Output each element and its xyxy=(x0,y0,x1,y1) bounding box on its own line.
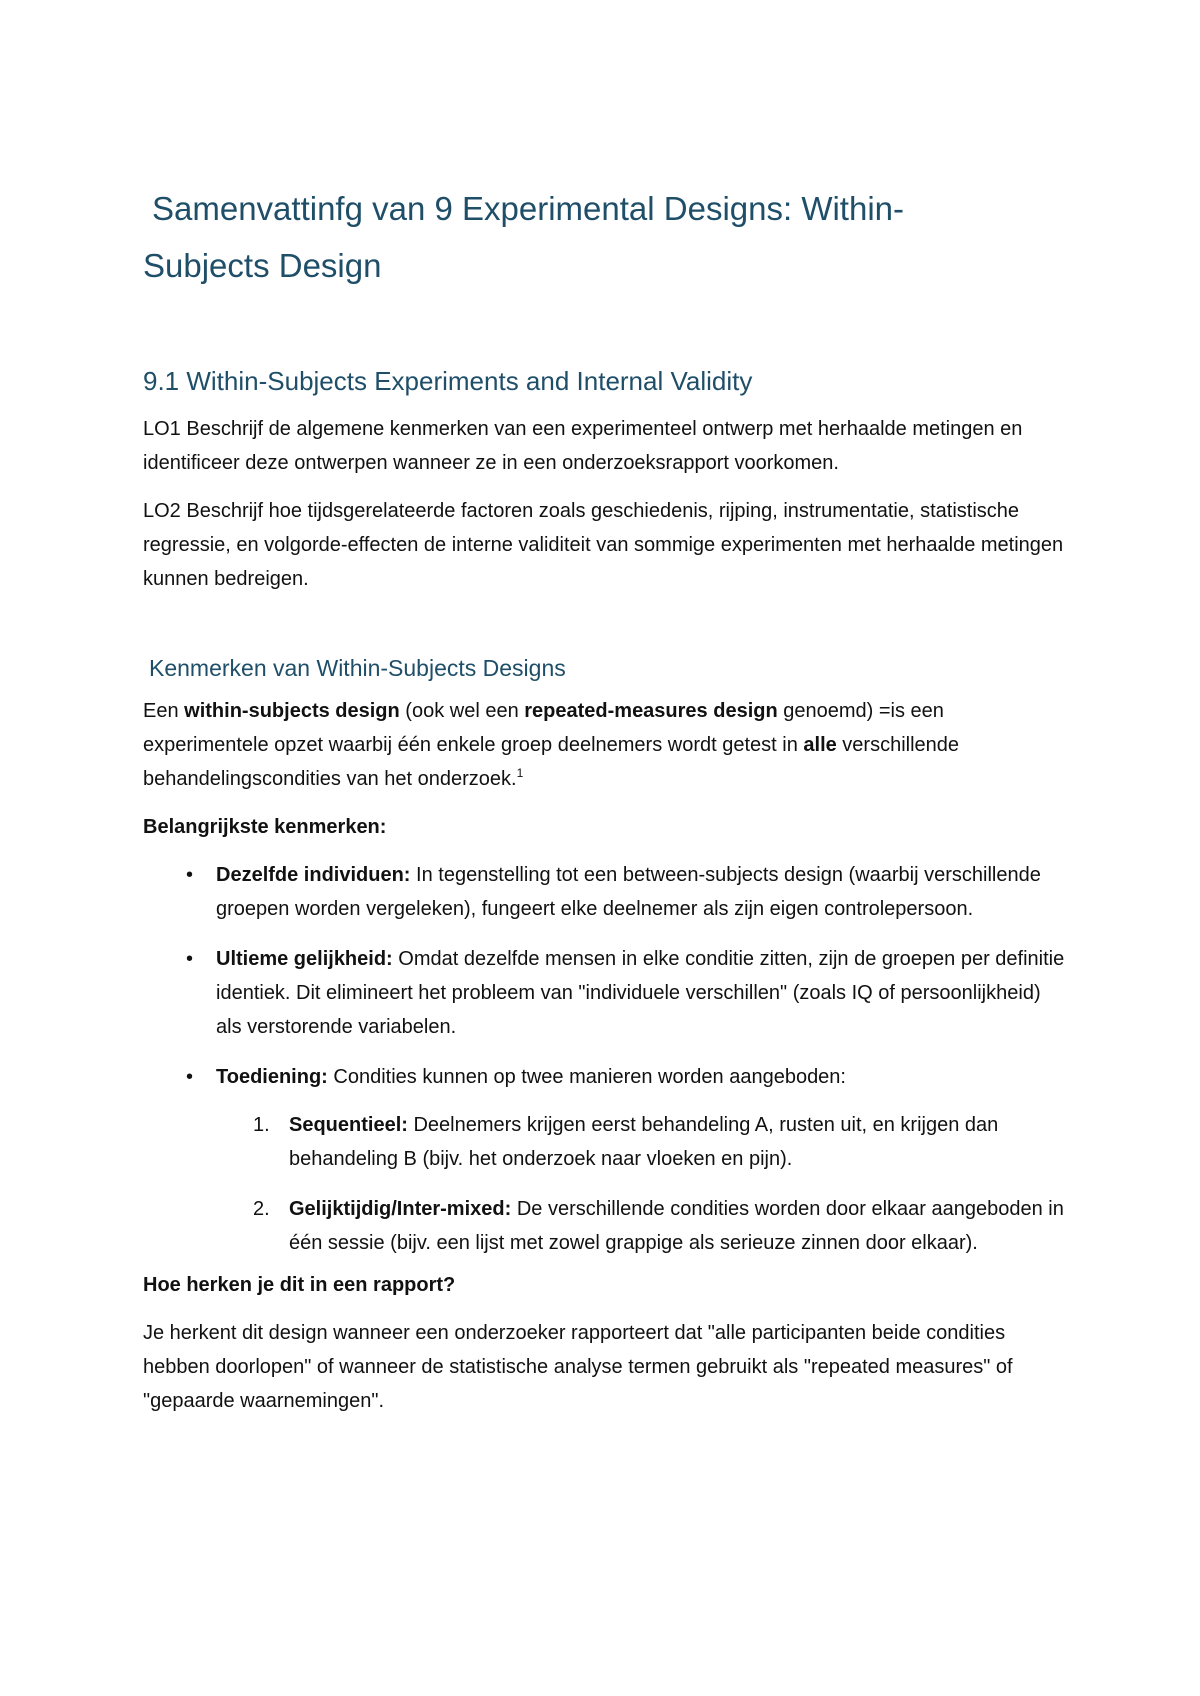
numbered-item-text: Deelnemers krijgen eerst behandeling A, rusten uit, en krijgen dan behandeling B (bijv. het onderzoek naar vloeken en pijn). xyxy=(289,1114,999,1170)
report-paragraph: Je herkent dit design wanneer een onderzoeker rapporteert dat "alle participanten beide condities hebben doorlopen" of wanneer de statistische analyse termen gebruikt als "repeated measures" of "gepaarde waarnemingen". xyxy=(143,1322,1013,1412)
intro-text-4: verschillende behandelingscondities van het onderzoek. xyxy=(143,734,960,790)
learning-objective-1: LO1 Beschrijf de algemene kenmerken van een experimenteel ontwerp met herhaalde metingen en identificeer deze ontwerpen wanneer ze in een onderzoeksrapport voorkomen. xyxy=(143,418,1023,474)
list-item-label: Ultieme gelijkheid: xyxy=(216,948,393,970)
list-item-label: Dezelfde individuen: xyxy=(216,864,411,886)
intro-text-2: (ook wel een xyxy=(399,700,525,722)
learning-objective-2: LO2 Beschrijf hoe tijdsgerelateerde factoren zoals geschiedenis, rijping, instrumentatie, statistische regressie, en volgorde-effecten de interne validiteit van sommige experimenten met herhaalde metingen kunnen bedreigen. xyxy=(143,500,1064,590)
key-features-heading-text: Belangrijkste kenmerken: xyxy=(143,816,387,838)
list-item-text: Condities kunnen op twee manieren worden aangeboden: xyxy=(327,1066,846,1088)
report-heading xyxy=(143,1268,1070,1302)
intro-text-3: genoemd) =is een experimentele opzet waarbij één enkele groep deelnemers wordt getest in xyxy=(143,700,944,756)
key-features-list xyxy=(143,858,1070,1260)
list-item xyxy=(143,1060,1070,1260)
key-features-heading xyxy=(143,810,1070,844)
bullet-marker: • xyxy=(186,948,194,970)
title-line-1: Samenvattinfg van 9 Experimental Designs: Within- xyxy=(152,190,905,227)
administration-list xyxy=(216,1108,1070,1260)
list-item-text: Omdat dezelfde mensen in elke conditie zitten, zijn de groepen per definitie identiek. Dit elimineert het probleem van "individuele verschillen" (zoals IQ of persoonlijkheid) als verstorende variabelen. xyxy=(216,948,1065,1038)
list-item xyxy=(143,942,1070,1044)
bullet-marker: • xyxy=(186,1066,194,1088)
intro-term-within: within-subjects design xyxy=(184,700,400,722)
intro-term-alle: alle xyxy=(803,734,837,756)
numbered-item xyxy=(216,1108,1070,1176)
numbered-item-label: Sequentieel: xyxy=(289,1114,408,1136)
list-item-text: In tegenstelling tot een between-subjects design (waarbij verschillende groepen worden vergeleken), fungeert elke deelnemer als zijn eigen controlepersoon. xyxy=(216,864,1041,920)
section-heading: 9.1 Within-Subjects Experiments and Internal Validity xyxy=(143,366,753,396)
numbered-item xyxy=(216,1192,1070,1260)
bullet-marker: • xyxy=(186,864,194,886)
number-marker: 1. xyxy=(253,1114,270,1136)
intro-term-repeated: repeated-measures design xyxy=(524,700,778,722)
document-title xyxy=(143,180,1070,294)
subsection-heading: Kenmerken van Within-Subjects Designs xyxy=(149,655,566,681)
report-heading-text: Hoe herken je dit in een rapport? xyxy=(143,1274,456,1296)
numbered-item-text: De verschillende condities worden door elkaar aangeboden in één sessie (bijv. een lijst met zowel grappige als serieuze zinnen door elkaar). xyxy=(289,1198,1064,1254)
list-item-label: Toediening: xyxy=(216,1066,328,1088)
list-item xyxy=(143,858,1070,926)
intro-paragraph xyxy=(143,694,1070,796)
title-line-2: Subjects Design xyxy=(143,247,382,284)
numbered-item-label: Gelijktijdig/Inter-mixed: xyxy=(289,1198,512,1220)
footnote-ref[interactable]: 1 xyxy=(516,766,524,780)
intro-text-1: Een xyxy=(143,700,185,722)
number-marker: 2. xyxy=(253,1198,270,1220)
